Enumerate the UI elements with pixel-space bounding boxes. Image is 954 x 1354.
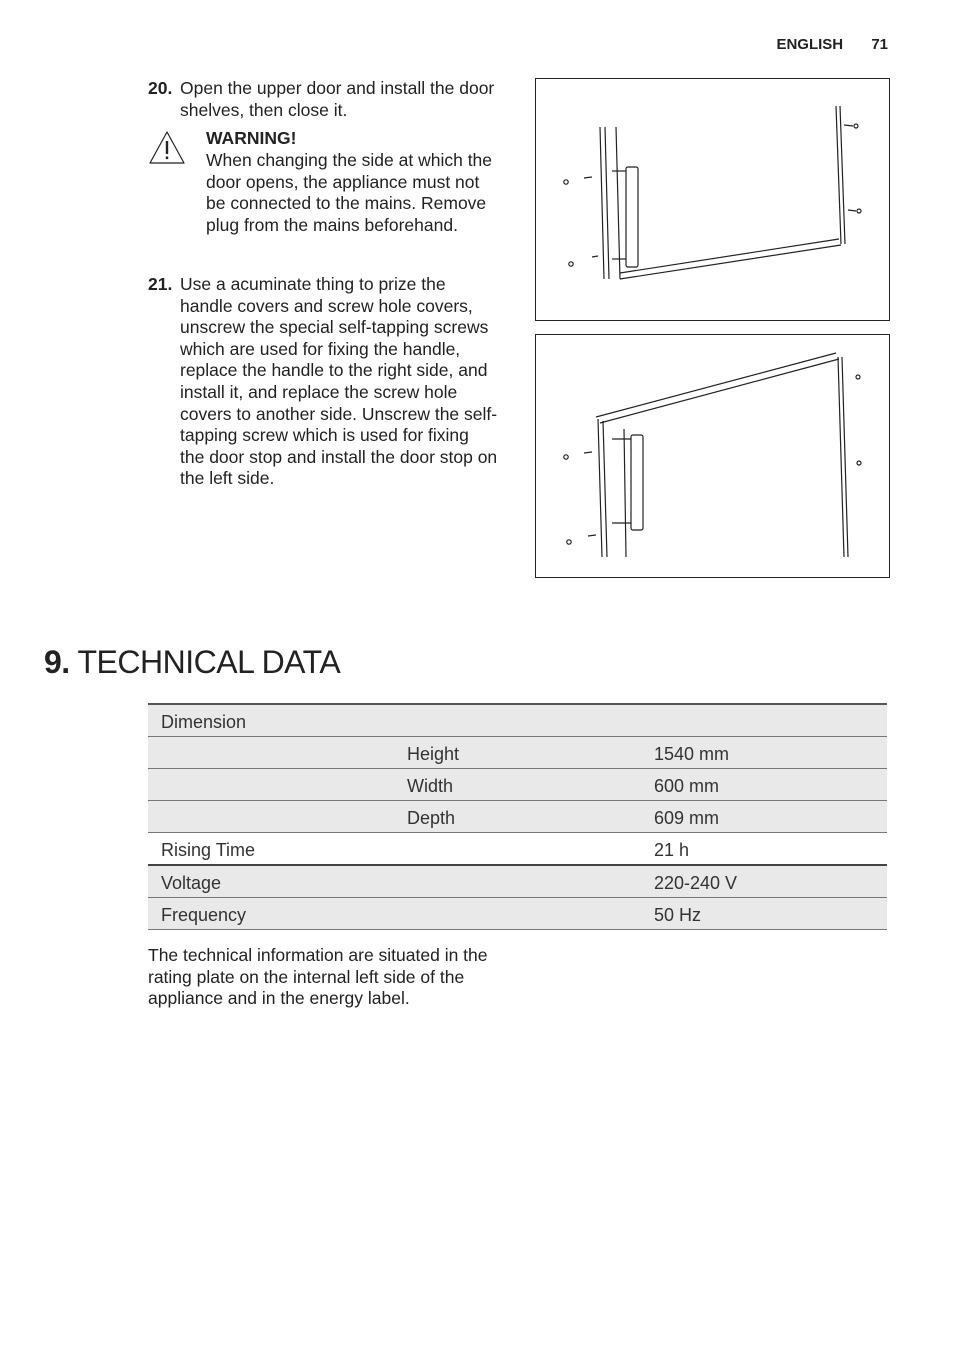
step-21 — [148, 274, 498, 490]
page-header — [776, 36, 888, 53]
table-row — [148, 833, 887, 866]
table-row — [148, 737, 887, 769]
section-number: 9. — [44, 644, 70, 680]
step-number: 20. — [148, 78, 173, 98]
table-cell: 600 mm — [654, 776, 720, 796]
table-cell: Rising Time — [161, 840, 256, 860]
step-text: Use a acuminate thing to prize the handle covers and screw hole covers, unscrew the special self-tapping screws which are used for fixing the handle, replace the handle to the right side, and install it, and replace the screw hole covers to another side. Unscrew the self-tapping screw which is used for fixing the door stop and install the door stop on the left side. — [180, 274, 498, 489]
table-row — [148, 898, 887, 930]
section-heading: TECHNICAL DATA — [77, 644, 341, 680]
section-title — [44, 644, 340, 681]
table-row — [148, 769, 887, 801]
header-language: ENGLISH — [776, 36, 844, 53]
table-cell: Frequency — [161, 905, 247, 925]
step-text: Open the upper door and install the door shelves, then close it. — [180, 78, 495, 120]
table-cell: 220-240 V — [654, 873, 738, 893]
table-cell: Dimension — [161, 712, 247, 732]
illustration-door-handle-left — [535, 78, 890, 321]
table-row — [148, 705, 887, 737]
step-number: 21. — [148, 274, 173, 294]
table-cell: 609 mm — [654, 808, 720, 828]
table-cell: Depth — [407, 808, 456, 828]
table-row — [148, 866, 887, 898]
step-20 — [148, 78, 498, 121]
table-cell: 50 Hz — [654, 905, 702, 925]
warning-title: WARNING! — [206, 128, 297, 148]
warning-triangle-icon — [148, 130, 186, 166]
table-cell: Width — [407, 776, 454, 796]
technical-data-table — [148, 703, 887, 930]
table-cell: 21 h — [654, 840, 690, 860]
table-cell: 1540 mm — [654, 744, 730, 764]
table-row — [148, 801, 887, 833]
warning-text: When changing the side at which the door opens, the appliance must not be connected to the mains. Remove plug from the mains beforehand. — [206, 150, 493, 235]
illustration-door-handle-right — [535, 334, 890, 578]
table-cell: Voltage — [161, 873, 222, 893]
page-number: 71 — [871, 36, 888, 53]
technical-note: The technical information are situated in the rating plate on the internal left side of the appliance and in the energy label. — [148, 945, 488, 1009]
table-cell: Height — [407, 744, 460, 764]
